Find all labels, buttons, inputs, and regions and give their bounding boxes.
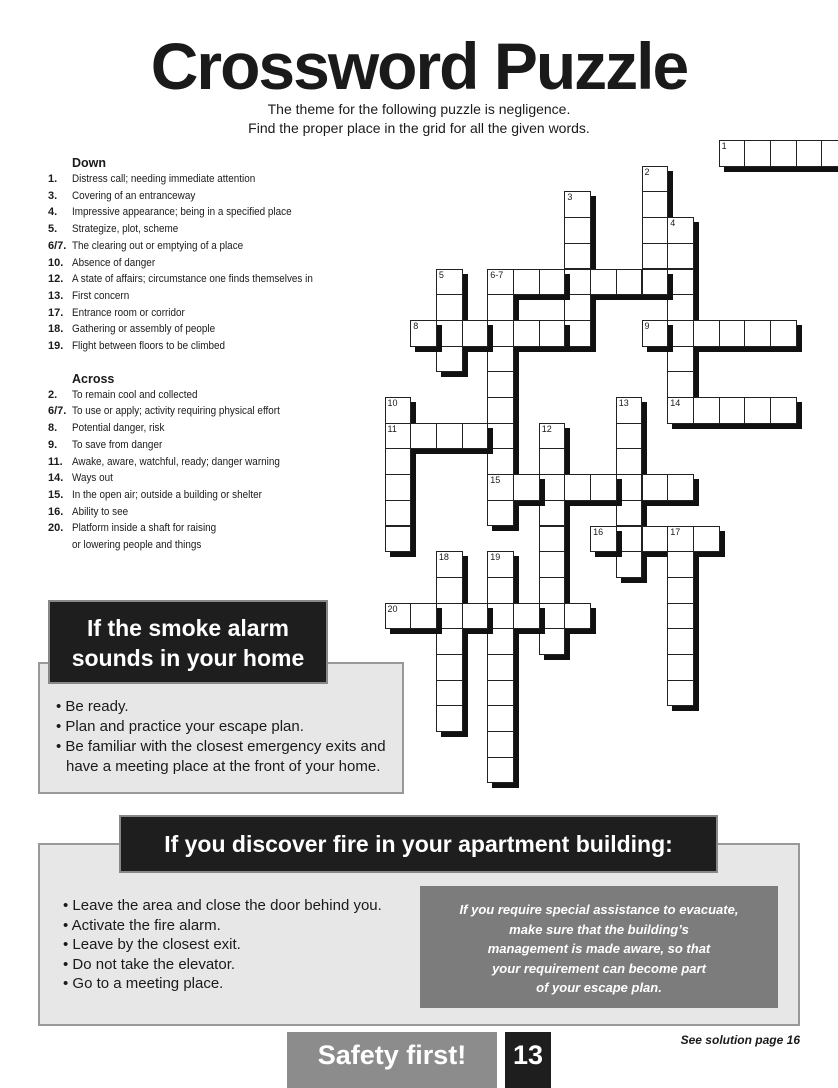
grid-cell[interactable] [487, 603, 514, 630]
grid-cell[interactable] [770, 397, 797, 424]
grid-cell[interactable] [564, 294, 591, 321]
grid-cell[interactable] [667, 680, 694, 707]
clue-number-label: 16 [593, 526, 604, 537]
clue-number-label: 13 [618, 398, 629, 408]
see-solution-note: See solution page 16 [680, 1033, 800, 1047]
subtitle-line-2: Find the proper place in the grid for all the given words. [248, 120, 590, 136]
grid-cell[interactable] [487, 654, 514, 681]
clue-number-label: 20 [387, 603, 398, 614]
grid-cell[interactable] [487, 731, 514, 758]
special-assistance-note: If you require special assistance to evacuate, make sure that the building’s management is made aware, so that your requirement can become part of your escape plan. [420, 886, 778, 1008]
clue-across-2: 2. To remain cool and collected [48, 388, 198, 401]
grid-cell[interactable] [667, 320, 694, 347]
grid-cell[interactable] [642, 474, 669, 501]
grid-cell[interactable] [693, 526, 720, 553]
grid-cell[interactable] [770, 320, 797, 347]
clue-down-18: 18. Gathering or assembly of people [48, 323, 216, 336]
grid-cell[interactable] [385, 474, 412, 501]
grid-cell[interactable] [667, 269, 694, 296]
grid-cell[interactable] [539, 603, 566, 630]
clue-down-19: 19. Flight between floors to be climbed [48, 340, 225, 353]
grid-cell[interactable] [436, 654, 463, 681]
list-item: • Go to a meeting place. [63, 975, 224, 992]
grid-cell[interactable] [539, 474, 566, 501]
grid-cell[interactable] [564, 474, 591, 501]
grid-cell[interactable] [487, 577, 514, 604]
grid-cell[interactable] [667, 628, 694, 655]
subtitle-line-1: The theme for the following puzzle is negligence. [267, 101, 571, 117]
list-item: • Plan and practice your escape plan. [56, 718, 304, 735]
grid-cell[interactable] [667, 371, 694, 398]
grid-cell[interactable] [385, 500, 412, 527]
clue-across-20-cont: or lowering people and things [72, 539, 202, 552]
grid-cell[interactable] [693, 320, 720, 347]
grid-cell[interactable] [539, 500, 566, 527]
grid-cell[interactable] [744, 397, 771, 424]
grid-cell[interactable] [616, 448, 643, 475]
clue-number-label: 3 [567, 192, 573, 203]
clue-number-label: 15 [490, 475, 501, 486]
grid-cell[interactable] [539, 526, 566, 553]
grid-cell[interactable] [616, 551, 643, 578]
clue-number-label: 14 [670, 398, 681, 408]
list-item: • Be familiar with the closest emergency exits and [56, 738, 386, 755]
grid-cell[interactable] [616, 526, 643, 553]
grid-cell[interactable] [719, 320, 746, 347]
grid-cell[interactable] [744, 140, 771, 167]
clue-number-label: 9 [644, 320, 650, 331]
grid-cell[interactable] [436, 423, 463, 450]
clue-number-label: 6-7 [490, 269, 504, 280]
grid-cell[interactable] [744, 320, 771, 347]
grid-cell[interactable] [693, 397, 720, 424]
clue-across-16: 16. Ability to see [48, 505, 129, 518]
grid-cell[interactable] [487, 423, 514, 450]
clue-down-4: 4. Impressive appearance; being in a specified place [48, 206, 292, 219]
grid-cell[interactable] [796, 140, 823, 167]
clue-across-8: 8. Potential danger, risk [48, 422, 165, 435]
grid-cell[interactable] [642, 217, 669, 244]
grid-cell[interactable] [436, 577, 463, 604]
grid-cell[interactable] [487, 371, 514, 398]
clue-down-6-7: 6/7. The clearing out or emptying of a place [48, 239, 244, 252]
safety-first-banner: Safety first! [287, 1032, 497, 1088]
clue-number-label: 17 [670, 526, 681, 537]
grid-cell[interactable] [642, 269, 669, 296]
across-heading: Across [72, 371, 115, 386]
grid-cell[interactable] [539, 320, 566, 347]
smoke-alarm-list [56, 697, 396, 777]
list-item: have a meeting place at the front of your home. [66, 758, 381, 775]
grid-cell[interactable] [719, 397, 746, 424]
grid-cell[interactable] [487, 500, 514, 527]
grid-cell[interactable] [436, 320, 463, 347]
grid-cell[interactable] [642, 243, 669, 270]
grid-cell[interactable] [487, 320, 514, 347]
grid-cell[interactable] [539, 577, 566, 604]
clue-number-label: 18 [438, 552, 449, 563]
grid-cell[interactable] [385, 526, 412, 553]
list-item: • Leave the area and close the door behind you. [63, 897, 382, 914]
list-item: • Activate the fire alarm. [63, 916, 221, 934]
list-item: • Do not take the elevator. [63, 955, 236, 973]
grid-cell[interactable] [487, 628, 514, 655]
grid-cell[interactable] [564, 603, 591, 630]
list-item: • Be ready. [56, 698, 129, 715]
grid-cell[interactable] [667, 474, 694, 501]
clue-number-label: 19 [490, 552, 501, 563]
grid-cell[interactable] [667, 243, 694, 270]
grid-cell[interactable] [436, 680, 463, 707]
clue-down-1: 1. Distress call; needing immediate attention [48, 173, 256, 185]
clue-number-label: 11 [387, 423, 397, 434]
grid-cell[interactable] [564, 217, 591, 244]
grid-cell[interactable] [770, 140, 797, 167]
grid-cell[interactable] [436, 294, 463, 321]
grid-cell[interactable] [513, 269, 540, 296]
fire-discovery-title: If you discover fire in your apartment building: [119, 815, 718, 873]
grid-cell[interactable] [487, 346, 514, 373]
down-heading: Down [72, 156, 107, 170]
clue-down-13: 13. First concern [48, 289, 130, 302]
grid-cell[interactable] [667, 294, 694, 321]
grid-cell[interactable] [616, 500, 643, 527]
clue-across-9: 9. To save from danger [48, 438, 163, 451]
grid-cell[interactable] [513, 320, 540, 347]
clue-number-label: 2 [644, 166, 650, 177]
grid-cell[interactable] [667, 346, 694, 373]
grid-cell[interactable] [487, 757, 514, 784]
grid-cell[interactable] [436, 603, 463, 630]
page-number: 13 [505, 1032, 551, 1088]
grid-cell[interactable] [487, 680, 514, 707]
grid-cell[interactable] [539, 448, 566, 475]
grid-cell[interactable] [436, 628, 463, 655]
clue-down-3: 3. Covering of an entranceway [48, 189, 196, 202]
grid-cell[interactable] [436, 705, 463, 732]
clue-down-17: 17. Entrance room or corridor [48, 306, 185, 319]
page-title: Crossword Puzzle [150, 29, 688, 103]
clue-number-label: 1 [721, 141, 727, 151]
grid-cell[interactable] [487, 705, 514, 732]
clue-number-label: 10 [387, 398, 398, 408]
grid-cell[interactable] [462, 423, 489, 450]
clue-down-10: 10. Absence of danger [48, 256, 156, 269]
clue-across-14: 14. Ways out [48, 472, 113, 485]
grid-cell[interactable] [590, 474, 617, 501]
grid-cell[interactable] [539, 551, 566, 578]
clue-number-label: 5 [438, 269, 444, 280]
grid-cell[interactable] [385, 448, 412, 475]
grid-cell[interactable] [462, 603, 489, 630]
grid-cell[interactable] [410, 423, 437, 450]
grid-cell[interactable] [590, 269, 617, 296]
grid-cell[interactable] [539, 269, 566, 296]
grid-cell[interactable] [564, 243, 591, 270]
grid-cell[interactable] [487, 294, 514, 321]
grid-cell[interactable] [513, 603, 540, 630]
grid-cell[interactable] [821, 140, 838, 167]
grid-cell[interactable] [539, 628, 566, 655]
grid-cell[interactable] [462, 320, 489, 347]
grid-cell[interactable] [564, 320, 591, 347]
grid-cell[interactable] [616, 474, 643, 501]
grid-cell[interactable] [616, 269, 643, 296]
clue-across-6-7: 6/7. To use or apply; activity requiring physical effort [48, 405, 280, 418]
clue-number-label: 4 [670, 218, 676, 229]
grid-cell[interactable] [667, 551, 694, 578]
grid-cell[interactable] [436, 346, 463, 373]
grid-cell[interactable] [410, 603, 437, 630]
grid-cell[interactable] [667, 654, 694, 681]
smoke-alarm-title: If the smoke alarm sounds in your home [48, 600, 328, 684]
grid-cell[interactable] [642, 526, 669, 553]
list-item: • Leave by the closest exit. [63, 936, 241, 953]
clue-across-11: 11. Awake, aware, watchful, ready; danger warning [48, 455, 280, 468]
grid-cell[interactable] [667, 577, 694, 604]
clue-number-label: 8 [413, 320, 419, 331]
grid-cell[interactable] [667, 603, 694, 630]
grid-cell[interactable] [487, 397, 514, 424]
grid-cell[interactable] [642, 191, 669, 218]
clue-across-20: 20. Platform inside a shaft for raising [48, 522, 217, 535]
grid-cell[interactable] [564, 269, 591, 296]
fire-discovery-list [63, 896, 413, 994]
grid-cell[interactable] [513, 474, 540, 501]
clue-down-12: 12. A state of affairs; circumstance one finds themselves in [48, 273, 313, 286]
clue-down-5: 5. Strategize, plot, scheme [48, 223, 179, 236]
grid-cell[interactable] [487, 448, 514, 475]
clue-number-label: 12 [541, 423, 552, 434]
grid-cell[interactable] [616, 423, 643, 450]
clue-across-15: 15. In the open air; outside a building or shelter [48, 488, 262, 501]
